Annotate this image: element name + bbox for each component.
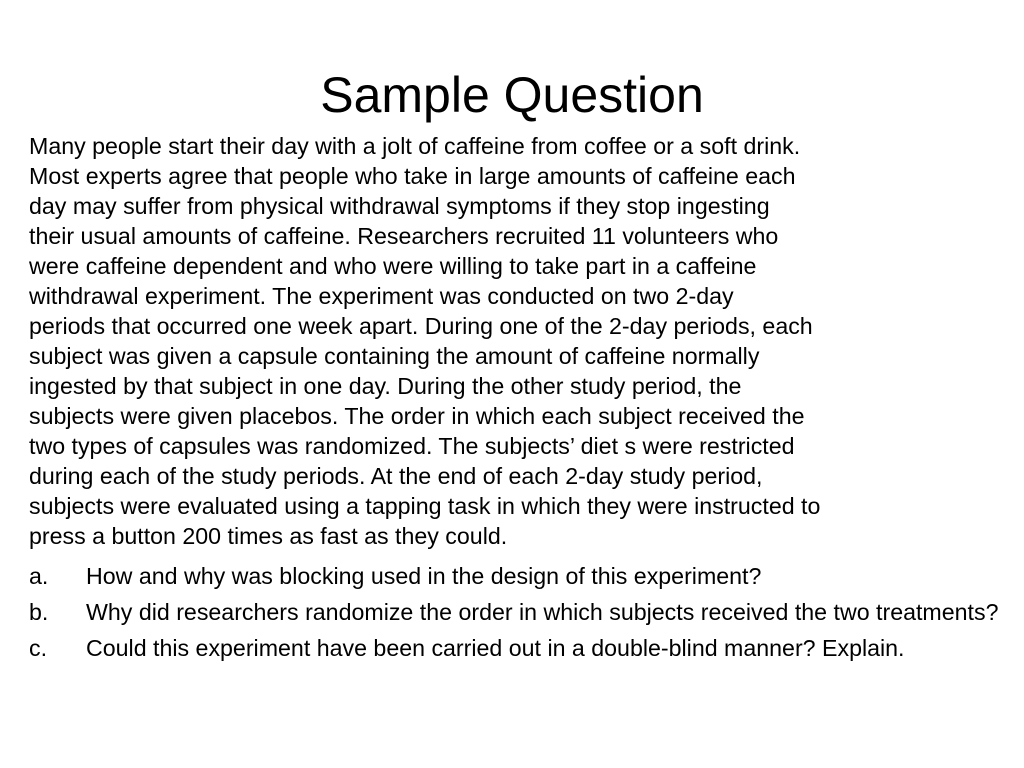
- question-text: How and why was blocking used in the design of this experiment?: [86, 563, 762, 589]
- question-marker: a.: [29, 563, 49, 589]
- question-text: Why did researchers randomize the order in which subjects received the two treatments?: [86, 599, 999, 625]
- question-item-c: [29, 633, 1014, 663]
- question-item-b: [29, 597, 1014, 627]
- question-item-a: [29, 561, 1014, 591]
- question-paragraph: Many people start their day with a jolt of caffeine from coffee or a soft drink. Most experts agree that people who take in large amounts of caffeine each day may suffer from physical withdrawal symptoms if they stop ingesting their usual amounts of caffeine. Researchers recruited 11 volunteers who were caffeine dependent and who were willing to take part in a caffeine withdrawal experiment. The experiment was conducted on two 2-day periods that occurred one week apart. During one of the 2-day periods, each subject was given a capsule containing the amount of caffeine normally ingested by that subject in one day. During the other study period, the subjects were given placebos. The order in which each subject received the two types of capsules was randomized. The subjects’ diet s were restricted during each of the study periods. At the end of each 2-day study period, subjects were evaluated using a tapping task in which they were instructed to press a button 200 times as fast as they could.: [29, 133, 821, 549]
- question-text: Could this experiment have been carried out in a double-blind manner? Explain.: [86, 635, 905, 661]
- question-marker: b.: [29, 599, 49, 625]
- question-list: [29, 561, 1014, 669]
- slide-title: Sample Question: [320, 67, 704, 123]
- question-marker: c.: [29, 635, 48, 661]
